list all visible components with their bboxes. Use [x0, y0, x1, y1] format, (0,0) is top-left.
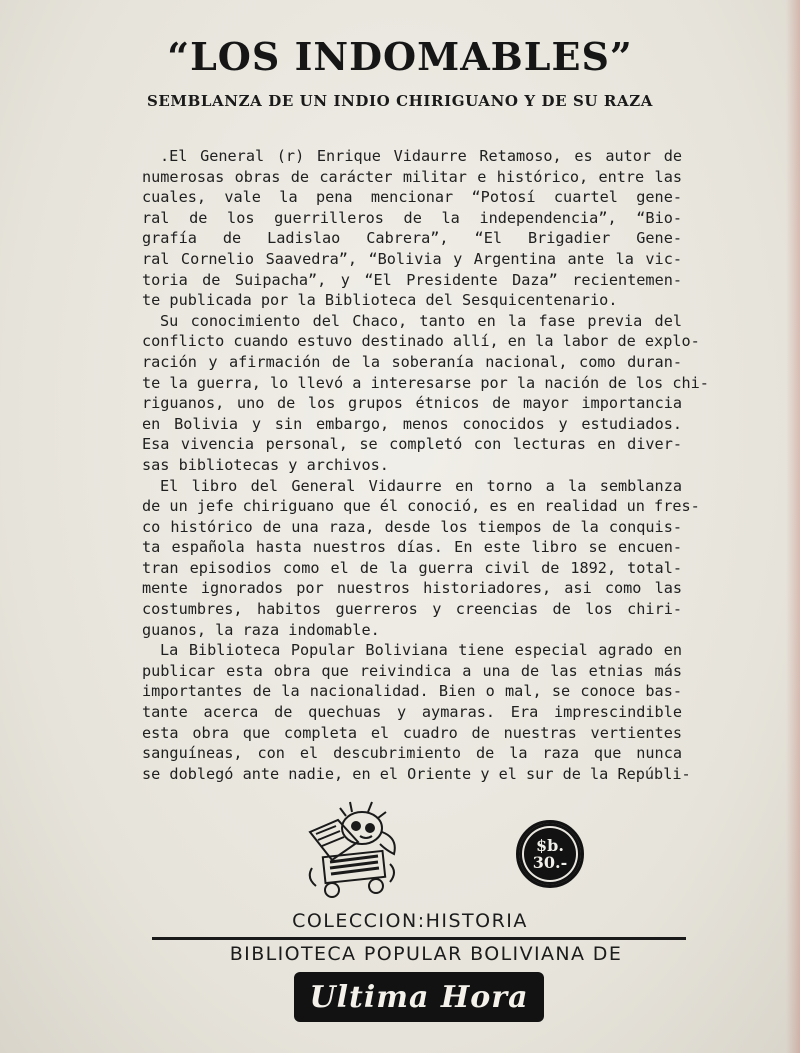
- text-line: guanos, la raza indomable.: [142, 620, 380, 639]
- text-line: .El General (r) Enrique Vidaurre Retamoso, es autor de: [160, 147, 682, 165]
- text-line: en Bolivia y sin embargo, menos conocidos y estudiados.: [142, 414, 682, 433]
- page-edge: [786, 0, 800, 1053]
- text-line: ración y afirmación de la soberanía nacional, como duran-: [142, 352, 682, 371]
- text-line: numerosas obras de carácter militar e histórico, entre las: [142, 167, 682, 186]
- text-line: tran episodios como el de la guerra civil de 1892, total-: [142, 558, 682, 577]
- text-line: te la guerra, lo llevó a interesarse por la nación de los chi-: [142, 373, 709, 392]
- collection-label: COLECCION:HISTORIA: [292, 910, 528, 932]
- text-line: esta obra que completa el cuadro de nuestras vertientes: [142, 723, 682, 742]
- text-line: ral Cornelio Saavedra”, “Bolivia y Argentina ante la vic-: [142, 249, 682, 268]
- text-line: cuales, vale la pena mencionar “Potosí cuartel gene-: [142, 188, 682, 207]
- text-line: Su conocimiento del Chaco, tanto en la fase previa del: [160, 311, 682, 330]
- publisher-label: BIBLIOTECA POPULAR BOLIVIANA DE: [229, 943, 623, 965]
- text-line: tante acerca de quechuas y aymaras. Era imprescindible: [142, 703, 682, 722]
- brand-name: Ultima Hora: [309, 979, 529, 1015]
- text-line: El libro del General Vidaurre en torno a la semblanza: [160, 476, 682, 495]
- text-line: sas bibliotecas y archivos.: [142, 455, 389, 474]
- text-line: co histórico de una raza, desde los tiempos de la conquis-: [142, 517, 682, 536]
- text-line: se doblegó ante nadie, en el Oriente y el sur de la Repúbli-: [142, 764, 691, 783]
- text-line: publicar esta obra que reivindica a una de las etnias más: [142, 661, 682, 680]
- text-line: ta española hasta nuestros días. En este libro se encuen-: [142, 538, 682, 557]
- text-line: te publicada por la Biblioteca del Sesquicentenario.: [142, 291, 618, 310]
- text-line: grafía de Ladislao Cabrera”, “El Brigadier Gene-: [142, 229, 682, 248]
- footer-divider: [152, 937, 686, 940]
- book-title: “LOS INDOMABLES”: [167, 34, 633, 79]
- text-line: conflicto cuando estuvo destinado allí, en la labor de explo-: [142, 332, 700, 351]
- price-badge: [516, 820, 584, 888]
- brand-logo: [294, 972, 544, 1022]
- synopsis-text: [142, 146, 709, 784]
- text-line: riguanos, uno de los grupos étnicos de mayor importancia: [142, 394, 682, 413]
- book-subtitle: SEMBLANZA DE UN INDIO CHIRIGUANO Y DE SU RAZA: [146, 92, 654, 110]
- text-line: mente ignorados por nuestros historiadores, asi como las: [142, 579, 682, 598]
- text-line: Esa vivencia personal, se completó con lecturas en diver-: [142, 435, 682, 454]
- price-currency: $b.: [536, 836, 564, 855]
- text-line: importantes de la nacionalidad. Bien o mal, se conoce bas-: [142, 682, 682, 701]
- text-line: toria de Suipacha”, y “El Presidente Daza” recientemen-: [142, 270, 682, 289]
- text-line: costumbres, habitos guerreros y creencias de los chiri-: [142, 600, 682, 619]
- text-line: sanguíneas, con el descubrimiento de la raza que nunca: [142, 744, 682, 763]
- text-line: de un jefe chiriguano que él conoció, es en realidad un fres-: [142, 497, 700, 516]
- text-line: La Biblioteca Popular Boliviana tiene especial agrado en: [160, 641, 682, 660]
- price-amount: 30.-: [532, 853, 568, 872]
- publisher-logo-icon: [298, 798, 406, 906]
- text-line: ral de los guerrilleros de la independencia”, “Bio-: [142, 208, 682, 227]
